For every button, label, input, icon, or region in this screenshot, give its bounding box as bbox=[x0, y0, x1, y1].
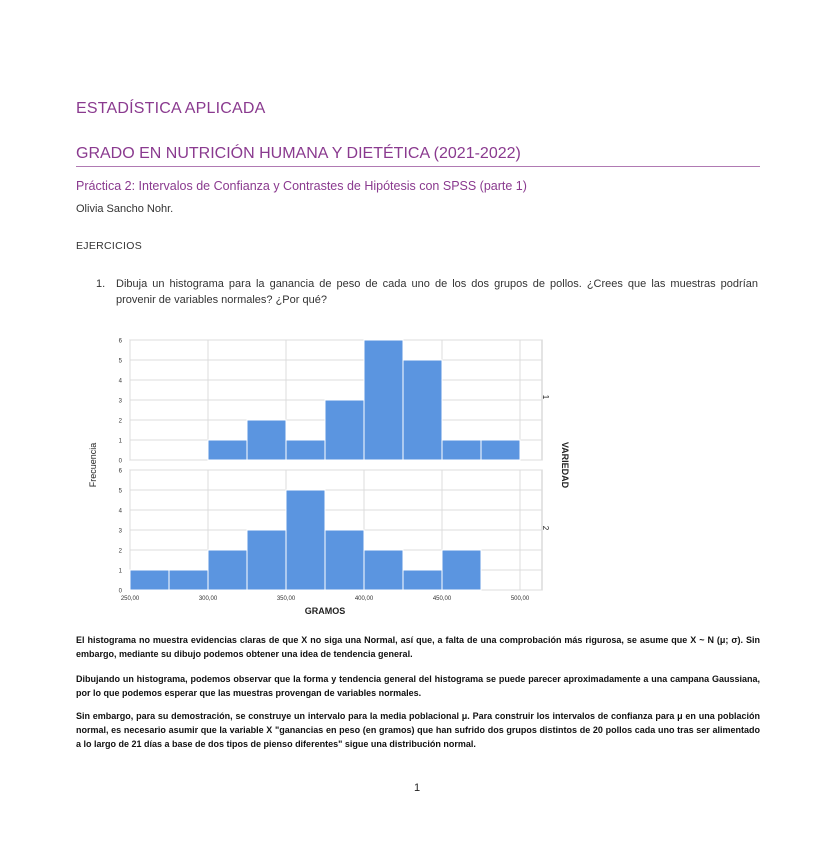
y-tick-label-bottom: 3 bbox=[118, 528, 122, 535]
y-tick-label-top: 3 bbox=[118, 398, 122, 405]
section-heading: EJERCICIOS bbox=[76, 240, 143, 252]
x-tick-label: 300,00 bbox=[198, 596, 218, 602]
y-tick-label-top: 4 bbox=[118, 378, 122, 385]
histogram-bar-bottom bbox=[286, 490, 325, 590]
x-tick-label: 350,00 bbox=[276, 596, 296, 602]
y-tick-label-bottom: 4 bbox=[118, 508, 122, 515]
histogram-bar-top bbox=[403, 360, 442, 460]
histogram-bar-top bbox=[364, 340, 403, 460]
histogram-bar-bottom bbox=[130, 570, 169, 590]
paragraph-3: Sin embargo, para su demostración, se construye un intervalo para la media poblacional μ. Para construir los intervalos de confianza para μ en una población normal, es necesario asumir que la variable X "ganancias en peso (en gramos) que han sufrido dos grupos distintos de 20 pollos cada uno tras ser alimentado a lo largo de 21 días a base de dos tipos de pienso diferentes" sigue una distribución normal. bbox=[76, 711, 760, 749]
histogram-bar-bottom bbox=[208, 550, 247, 590]
histogram-chart bbox=[80, 325, 580, 625]
x-tick-label: 450,00 bbox=[432, 596, 452, 602]
paragraph-1: El histograma no muestra evidencias claras de que X no siga una Normal, así que, a falta de una comprobación más rigurosa, se asume que X ~ N (μ; σ). Sin embargo, mediante su dibujo podemos obtener una idea de tendencia general. bbox=[76, 635, 760, 659]
y-tick-label-bottom: 2 bbox=[118, 548, 122, 555]
question-text: Dibuja un histograma para la ganancia de peso de cada uno de los dos grupos de pollos. ¿Crees que las muestras podrían provenir de variables normales? ¿Por qué? bbox=[116, 278, 758, 306]
right-axis-label: VARIEDAD bbox=[560, 441, 570, 489]
y-tick-label-top: 1 bbox=[118, 438, 122, 445]
histogram-bar-bottom bbox=[364, 550, 403, 590]
histogram-bar-top bbox=[442, 440, 481, 460]
histogram-bar-bottom bbox=[403, 570, 442, 590]
document-subtitle: GRADO EN NUTRICIÓN HUMANA Y DIETÉTICA (2021-2022) bbox=[76, 145, 760, 167]
y-tick-label-top: 0 bbox=[118, 458, 122, 465]
x-tick-label: 250,00 bbox=[120, 596, 140, 602]
y-tick-label-top: 6 bbox=[118, 338, 122, 345]
y-tick-label-top: 5 bbox=[118, 358, 122, 365]
histogram-bar-bottom bbox=[442, 550, 481, 590]
y-tick-label-bottom: 6 bbox=[118, 468, 122, 475]
y-tick-label-bottom: 0 bbox=[118, 588, 122, 595]
document-title: ESTADÍSTICA APLICADA bbox=[76, 100, 266, 117]
y-tick-label-bottom: 5 bbox=[118, 488, 122, 495]
histogram-bar-bottom bbox=[169, 570, 208, 590]
histogram-bar-top bbox=[325, 400, 364, 460]
histogram-bar-bottom bbox=[247, 530, 286, 590]
panel-label-bottom: 2 bbox=[541, 525, 550, 531]
paragraph-2: Dibujando un histograma, podemos observar que la forma y tendencia general del histograma se puede parecer aproximadamente a una campana Gaussiana, por lo que podemos esperar que las muestras provengan de variables normales. bbox=[76, 674, 760, 698]
practice-title: Práctica 2: Intervalos de Confianza y Contrastes de Hipótesis con SPSS (parte 1) bbox=[76, 179, 527, 193]
y-tick-label-bottom: 1 bbox=[118, 568, 122, 575]
histogram-bar-top bbox=[286, 440, 325, 460]
y-tick-label-top: 2 bbox=[118, 418, 122, 425]
panel-label-top: 1 bbox=[541, 394, 550, 400]
y-axis-label: Frecuencia bbox=[88, 442, 98, 488]
x-tick-label: 400,00 bbox=[354, 596, 374, 602]
histogram-bar-top bbox=[208, 440, 247, 460]
question-number: 1. bbox=[96, 278, 106, 290]
histogram-bar-top bbox=[247, 420, 286, 460]
histogram-bar-top bbox=[481, 440, 520, 460]
page-number: 1 bbox=[413, 782, 421, 794]
x-axis-label: GRAMOS bbox=[304, 606, 346, 616]
x-tick-label: 500,00 bbox=[510, 596, 530, 602]
question-item bbox=[96, 276, 758, 308]
author-name: Olivia Sancho Nohr. bbox=[76, 203, 174, 215]
histogram-bar-bottom bbox=[325, 530, 364, 590]
